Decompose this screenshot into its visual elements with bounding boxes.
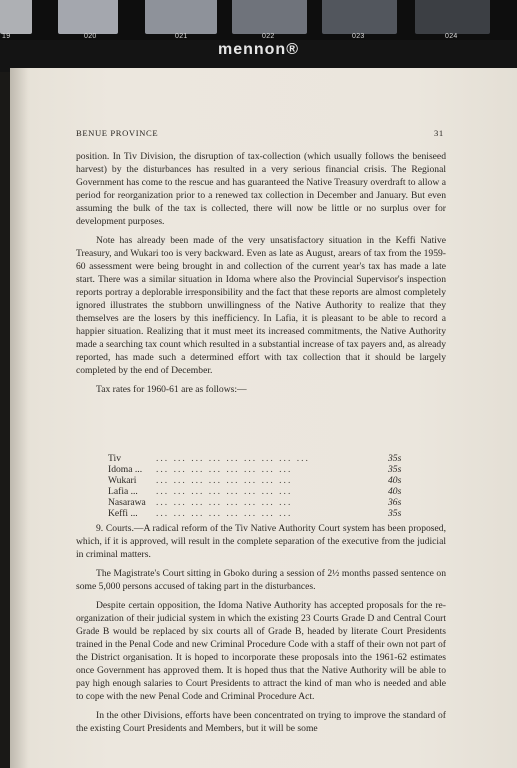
tax-rate-row	[108, 453, 408, 464]
paragraph: Tax rates for 1960-61 are as follows:—	[96, 384, 247, 395]
tax-rate-place: Tiv	[108, 453, 121, 464]
tax-rate-place: Nasarawa	[108, 497, 146, 509]
color-patch	[0, 0, 32, 34]
running-head-title: BENUE PROVINCE	[76, 128, 159, 138]
tax-rate-value: 35s	[388, 464, 402, 476]
paragraph: In the other Divisions, efforts have been concentrated on trying to improve the standard of the existing Court Presidents and Members, but it will be some	[76, 710, 446, 734]
color-patch	[145, 0, 217, 34]
page-number: 31	[434, 128, 444, 138]
tax-rate-place: Wukari	[108, 475, 137, 487]
patch-label: 022	[262, 33, 275, 40]
page-gutter-shadow	[10, 68, 28, 768]
tax-rate-value: 40s	[388, 486, 402, 498]
paragraph: Despite certain opposition, the Idoma Native Authority has accepted proposals for the re-organization of their judicial system in which the existing 23 Courts Grade D and Central Court Grade B would be replaced by six courts all of Grade B, headed by literate Court Presidents trained in the Penal Code and new Criminal Procedure Code with a staff of their own not part of the District organisation. It is hoped to incorporate these proposals into the 1961-62 estimates once Government has approved them. It is hoped thus that the Native Authority will be able to pay high enough salaries to Court Presidents to attract the kind of man who is needed and able to cope with the new Penal Code and Criminal Procedure Act.	[76, 600, 446, 702]
brand-logo: mennon®	[217, 41, 299, 58]
leader-dots: ... ... ... ... ... ... ... ... ...	[156, 453, 310, 464]
color-patch	[322, 0, 397, 34]
paragraph: The Magistrate's Court sitting in Gboko during a session of 2½ months passed sentence on some 5,000 persons accused of taking part in the disturbances.	[76, 568, 446, 592]
leader-dots: ... ... ... ... ... ... ... ...	[156, 497, 293, 509]
tax-rate-row	[108, 464, 408, 475]
tax-rate-row	[108, 497, 408, 508]
tax-rate-row	[108, 508, 408, 519]
color-patch	[58, 0, 118, 34]
tax-rate-value: 36s	[388, 497, 402, 509]
leader-dots: ... ... ... ... ... ... ... ...	[156, 486, 293, 498]
body-text-bottom	[76, 522, 446, 741]
patch-label: 020	[84, 33, 97, 40]
tax-rate-place: Keffi ...	[108, 508, 138, 520]
tax-rate-value: 35s	[388, 453, 402, 464]
leader-dots: ... ... ... ... ... ... ... ...	[156, 475, 293, 487]
color-patch	[415, 0, 490, 34]
leader-dots: ... ... ... ... ... ... ... ...	[156, 464, 293, 476]
leader-dots: ... ... ... ... ... ... ... ...	[156, 508, 293, 520]
tax-rates-table	[108, 453, 408, 520]
calibration-strip	[0, 0, 517, 44]
tax-rate-place: Idoma ...	[108, 464, 143, 476]
tax-rate-value: 35s	[388, 508, 402, 520]
paragraph: Note has already been made of the very unsatisfactory situation in the Keffi Native Treasury, and Wukari too is very backward. Even as late as August, arears of tax from the 1959-60 assessment were being brought in and collection of the current year's tax has made a late start. There was a similar situation in Idoma where also the Provincial Supervisor's inspection reports portray a deplorable irresponsibility and the fact that these reports are almost completely ignored illustrates the stubborn unwillingness of the Native Authority to realize that they themselves are the losers by this inefficiency. In Lafia, it is pleasant to be able to record a happier situation. Realizing that it must meet its increased commitments, the Native Authority made a searching tax count which resulted in a substantial increase of tax payers and, as already reported, has made such a determined effort with tax collection that it should be largely completed by the end of December.	[76, 235, 446, 376]
tax-rate-row	[108, 475, 408, 486]
patch-label: 024	[445, 33, 458, 40]
patch-label: 023	[352, 33, 365, 40]
paragraph: position. In Tiv Division, the disruption of tax-collection (which usually follows the beniseed harvest) by the disturbances has resulted in a very serious financial crisis. The Regional Government has come to the rescue and has guaranteed the Native Treasury overdraft to allow a period for reorganization prior to a renewed tax collection in December and January. But even assuming the bulk of the tax is collected, there will now be little or no surplus over for development purposes.	[76, 151, 446, 227]
color-patch	[232, 0, 307, 34]
tax-rate-row	[108, 486, 408, 497]
paragraph-courts: 9. Courts.—A radical reform of the Tiv Native Authority Court system has been proposed, which, if it is approved, will result in the complete separation of the executive from the judicial in criminal matters.	[76, 523, 446, 560]
tax-rate-value: 40s	[388, 475, 402, 487]
patch-label: 021	[175, 33, 188, 40]
patch-label: 19	[2, 33, 11, 40]
body-text-top	[76, 150, 446, 402]
tax-rate-place: Lafia ...	[108, 486, 138, 498]
